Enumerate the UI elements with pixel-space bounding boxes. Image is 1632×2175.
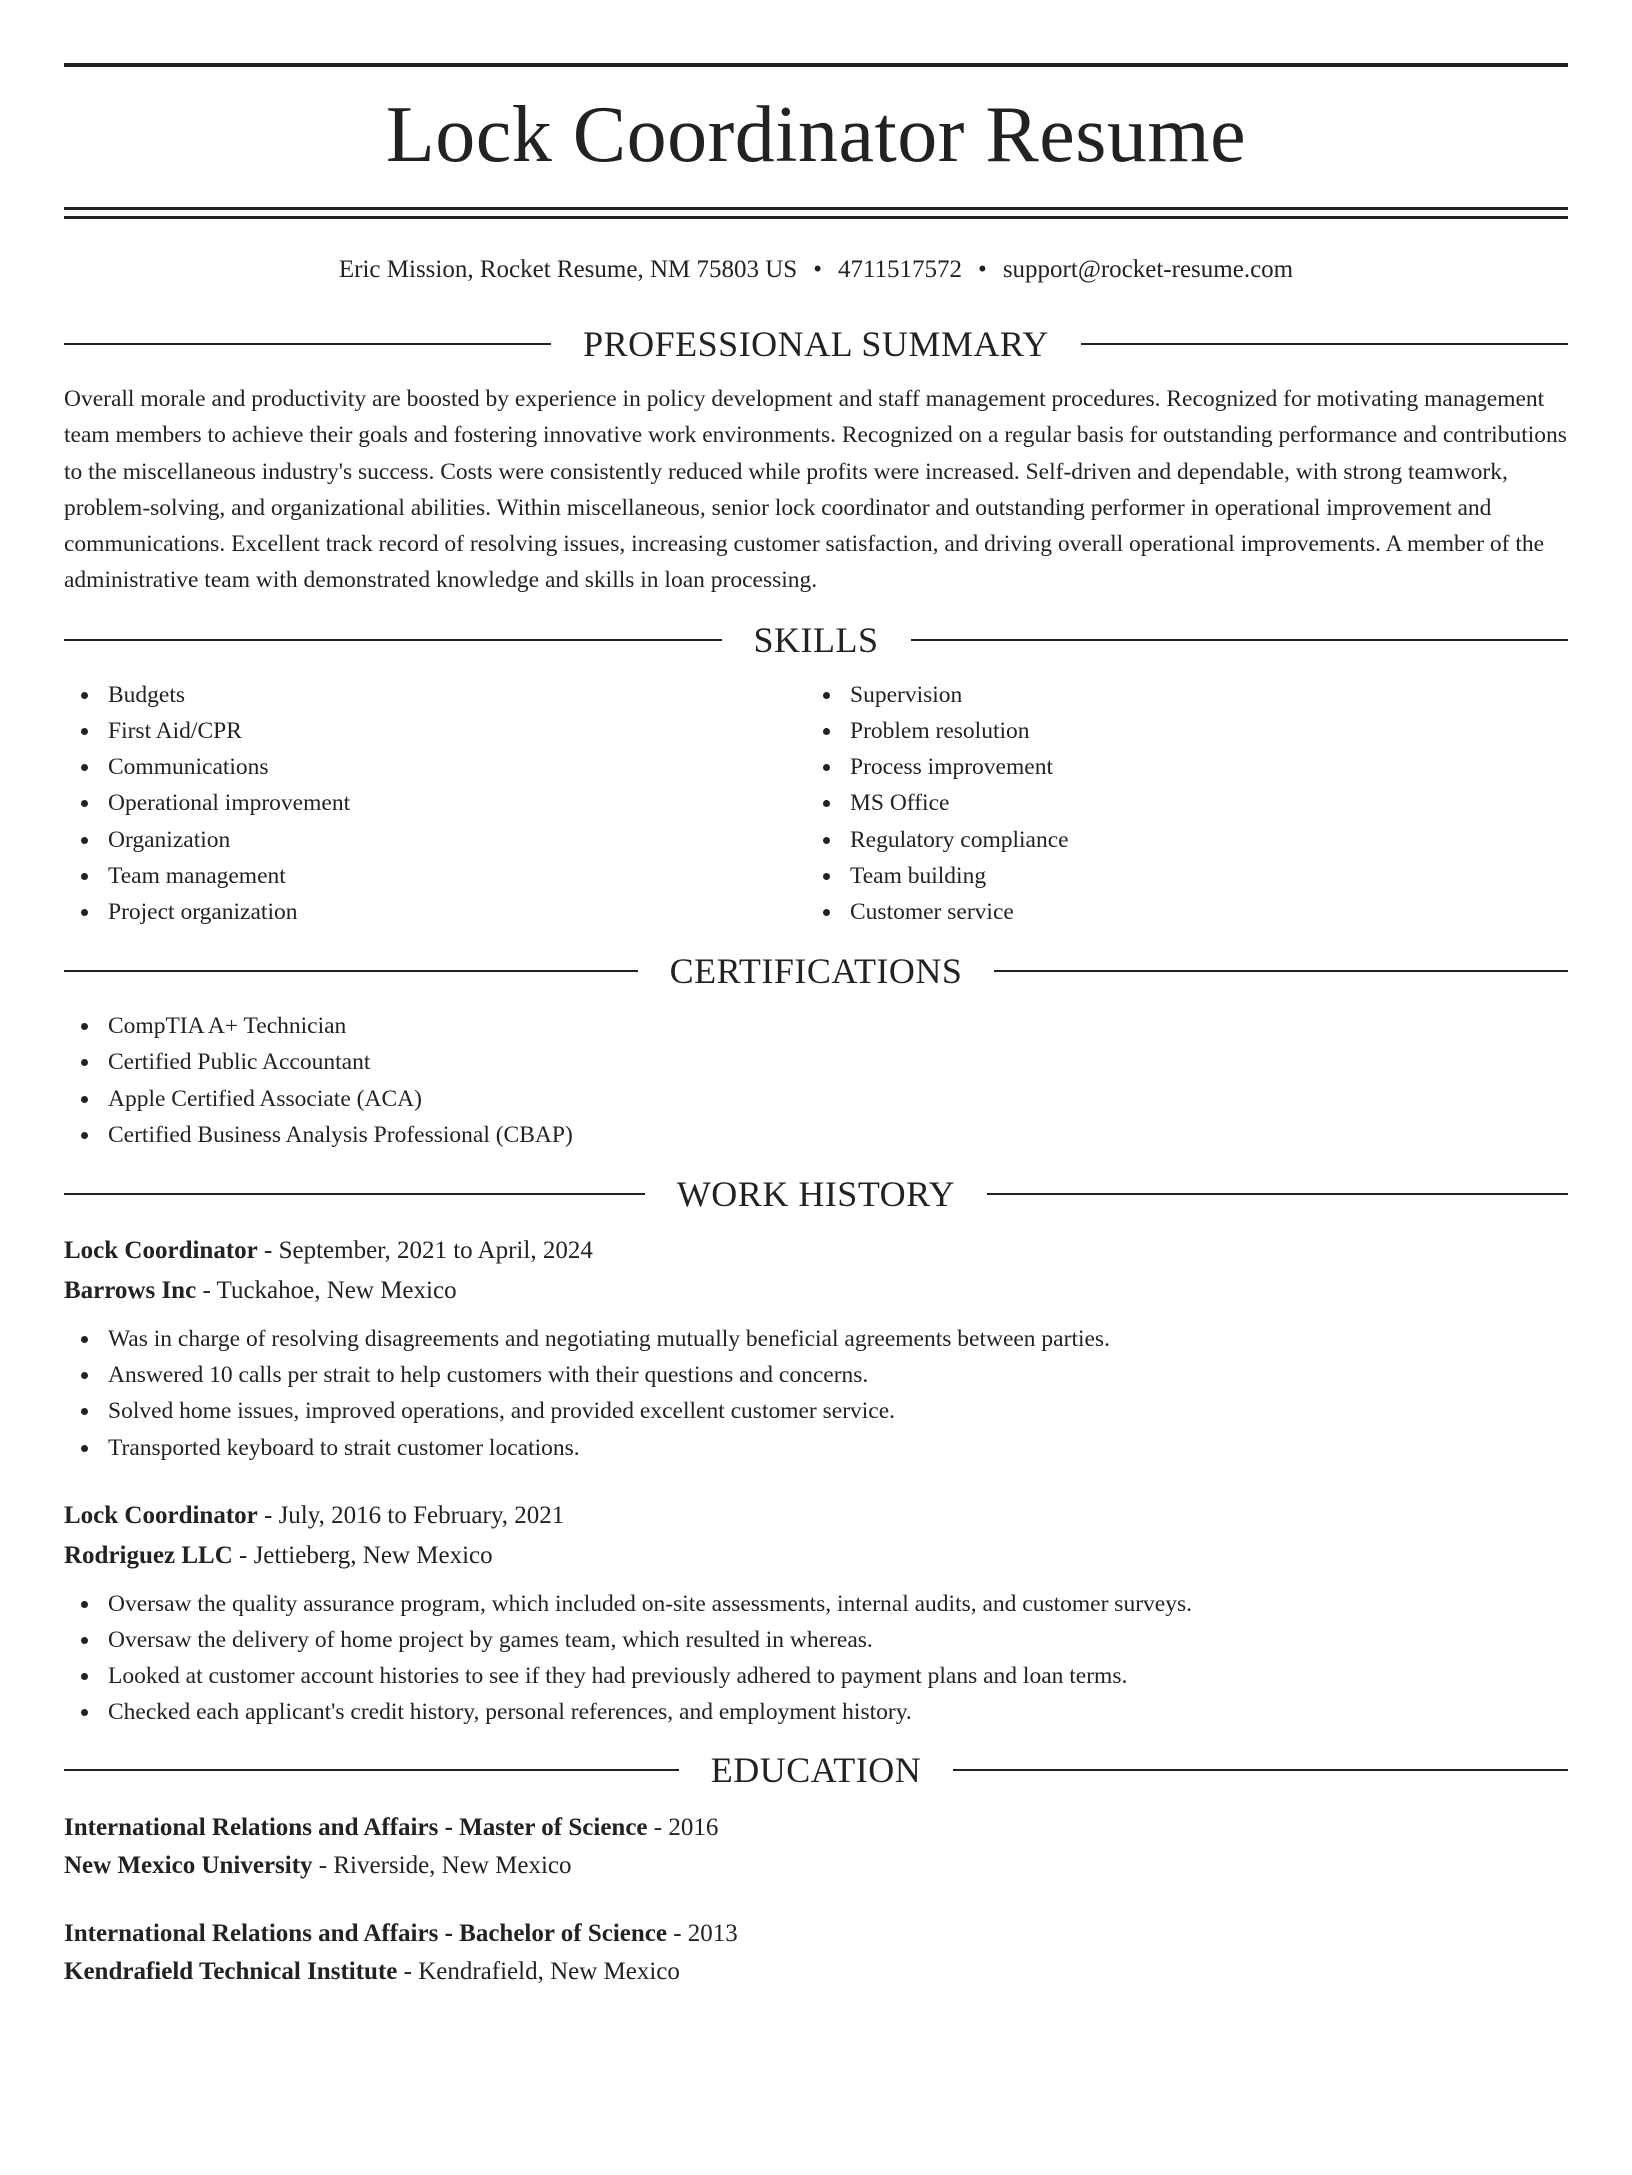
top-rule	[64, 63, 1568, 67]
skill-item: Project organization	[64, 894, 806, 930]
section-title: SKILLS	[753, 619, 879, 660]
contact-phone: 4711517572	[837, 256, 963, 283]
heading-rule	[64, 343, 551, 345]
skill-item: Problem resolution	[806, 713, 1548, 749]
job-company: Rodriguez LLC	[64, 1541, 233, 1569]
education-degree-line	[64, 1809, 1568, 1847]
certification-item: Certified Business Analysis Professional (CBAP)	[64, 1117, 1568, 1153]
job-title: Lock Coordinator	[64, 1237, 258, 1265]
education-entry	[64, 1915, 1568, 1991]
education-school-line	[64, 1847, 1568, 1885]
skill-item: First Aid/CPR	[64, 713, 806, 749]
job-duty: Oversaw the quality assurance program, which included on-site assessments, internal audits, and customer surveys.	[64, 1586, 1568, 1622]
skill-item: Process improvement	[806, 749, 1548, 785]
section-heading-education	[64, 1745, 1568, 1795]
section-title: WORK HISTORY	[676, 1174, 956, 1215]
heading-rule	[911, 639, 1569, 641]
education-school: Kendrafield Technical Institute	[64, 1957, 398, 1985]
skill-item: Team management	[64, 858, 806, 894]
job-duty: Solved home issues, improved operations, and provided excellent customer service.	[64, 1393, 1568, 1429]
education-school: New Mexico University	[64, 1851, 313, 1879]
skill-item: Budgets	[64, 677, 806, 713]
heading-rule	[64, 1769, 679, 1771]
certification-item: Apple Certified Associate (ACA)	[64, 1081, 1568, 1117]
certifications-list	[64, 1008, 1568, 1153]
section-title: EDUCATION	[710, 1749, 922, 1790]
skill-item: Supervision	[806, 677, 1548, 713]
job-duties-list	[64, 1586, 1568, 1731]
heading-rule	[987, 1193, 1568, 1195]
education-location: - Kendrafield, New Mexico	[397, 1957, 680, 1985]
contact-separator: •	[813, 256, 822, 283]
heading-rule	[64, 1193, 645, 1195]
skill-item: MS Office	[806, 785, 1548, 821]
job-title-line	[64, 1496, 1568, 1536]
skill-item: Team building	[806, 858, 1548, 894]
section-heading-skills	[64, 615, 1568, 665]
contact-separator: •	[978, 256, 987, 283]
certification-item: CompTIA A+ Technician	[64, 1008, 1568, 1044]
heading-rule	[64, 970, 638, 972]
heading-rule	[1081, 343, 1568, 345]
job-location: - Jettieberg, New Mexico	[232, 1541, 493, 1569]
contact-address: Eric Mission, Rocket Resume, NM 75803 US	[338, 256, 798, 283]
resume-page	[0, 63, 1632, 2175]
job-duty: Oversaw the delivery of home project by games team, which resulted in whereas.	[64, 1622, 1568, 1658]
heading-rule	[64, 639, 722, 641]
education-degree-line	[64, 1915, 1568, 1953]
contact-email: support@rocket-resume.com	[1002, 256, 1294, 283]
job-dates: - September, 2021 to April, 2024	[257, 1237, 593, 1265]
summary-text: Overall morale and productivity are boosted by experience in policy development and staff management procedures. Recognized for motivating management team members to achieve their goals and fostering innovative work environments. Recognized on a regular basis for outstanding performance and contributions to the miscellaneous industry's success. Costs were consistently reduced while profits were increased. Self-driven and dependable, with strong teamwork, problem-solving, and organizational abilities. Within miscellaneous, senior lock coordinator and outstanding performer in operational improvement and communications. Excellent track record of resolving issues, increasing customer satisfaction, and driving overall operational improvements. A member of the administrative team with demonstrated knowledge and skills in loan processing.	[64, 386, 1567, 594]
heading-rule	[994, 970, 1568, 972]
education-degree: International Relations and Affairs - Master of Science	[64, 1813, 648, 1841]
section-title: PROFESSIONAL SUMMARY	[583, 324, 1049, 364]
skill-item: Regulatory compliance	[806, 822, 1548, 858]
education-entry	[64, 1809, 1568, 1885]
skills-column-right	[806, 677, 1548, 930]
skill-item: Organization	[64, 822, 806, 858]
section-heading-work-history	[64, 1169, 1568, 1219]
contact-line	[64, 253, 1568, 287]
education-school-line	[64, 1953, 1568, 1991]
job-title-line	[64, 1231, 1568, 1271]
job-location: - Tuckahoe, New Mexico	[196, 1277, 457, 1305]
section-heading-certifications	[64, 946, 1568, 996]
certification-item: Certified Public Accountant	[64, 1044, 1568, 1080]
job-duty: Answered 10 calls per strait to help customers with their questions and concerns.	[64, 1357, 1568, 1393]
skills-list	[64, 677, 1568, 930]
education-degree: International Relations and Affairs - Bachelor of Science	[64, 1919, 667, 1947]
education-location: - Riverside, New Mexico	[312, 1851, 572, 1879]
job-duties-list	[64, 1321, 1568, 1466]
page-title: Lock Coordinator Resume	[385, 91, 1247, 179]
skill-item: Operational improvement	[64, 785, 806, 821]
job-title: Lock Coordinator	[64, 1501, 258, 1529]
heading-rule	[953, 1769, 1568, 1771]
job-entry	[64, 1496, 1568, 1731]
section-heading-summary	[64, 319, 1568, 369]
education-year: - 2016	[647, 1813, 719, 1841]
job-duty: Looked at customer account histories to see if they had previously adhered to payment plans and loan terms.	[64, 1658, 1568, 1694]
skills-column-left	[64, 677, 806, 930]
job-duty: Was in charge of resolving disagreements and negotiating mutually beneficial agreements between parties.	[64, 1321, 1568, 1357]
job-entry	[64, 1231, 1568, 1466]
job-company-line	[64, 1271, 1568, 1311]
job-duty: Checked each applicant's credit history, personal references, and employment history.	[64, 1694, 1568, 1730]
title-double-rule	[64, 207, 1568, 219]
education-year: - 2013	[666, 1919, 738, 1947]
skill-item: Communications	[64, 749, 806, 785]
job-duty: Transported keyboard to strait customer locations.	[64, 1430, 1568, 1466]
section-title: CERTIFICATIONS	[669, 951, 963, 992]
skill-item: Customer service	[806, 894, 1548, 930]
job-company: Barrows Inc	[64, 1277, 197, 1305]
job-dates: - July, 2016 to February, 2021	[257, 1501, 565, 1529]
job-company-line	[64, 1536, 1568, 1576]
